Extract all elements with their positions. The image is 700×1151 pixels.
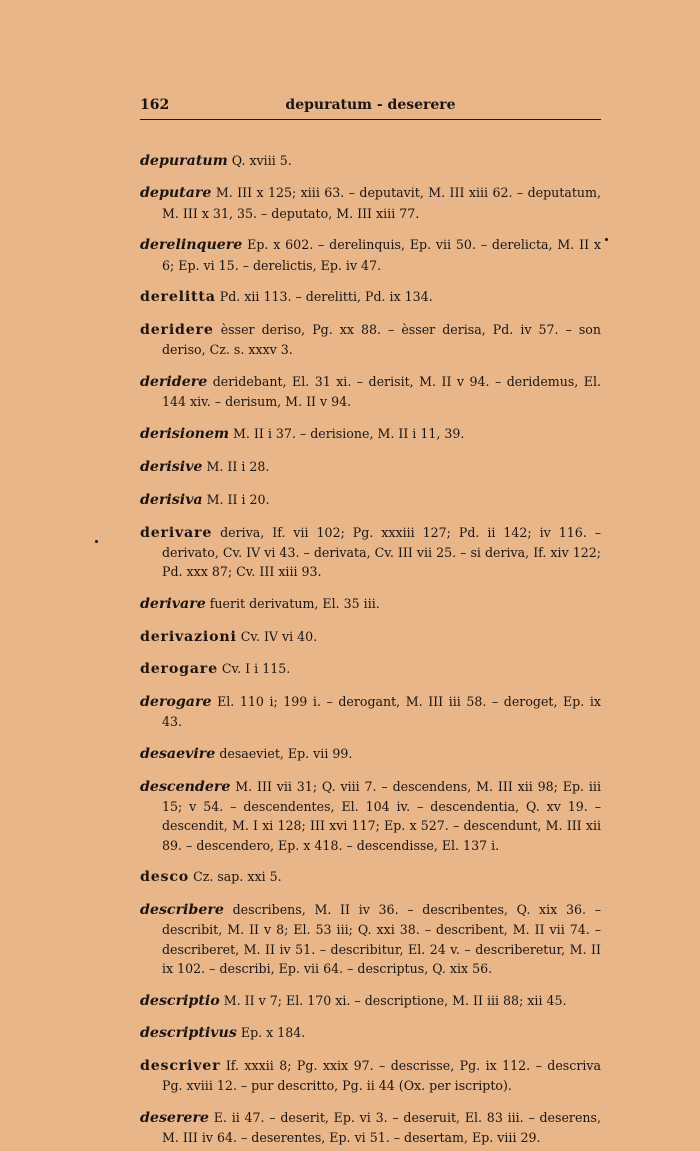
- dictionary-entry: [140, 424, 601, 444]
- entry-headword: describere: [140, 902, 224, 919]
- entry-headword: derogare: [140, 694, 212, 711]
- dictionary-entry: [140, 1108, 601, 1147]
- dictionary-entry: [140, 372, 601, 411]
- dictionary-entry: [140, 900, 601, 978]
- entry-citations: Cz. sap. xxi 5.: [193, 869, 282, 885]
- entry-citations: èsser deriso, Pg. xx 88. – èsser derisa, Pd. iv 57. – son deriso, Cz. s. xxxv 3.: [162, 322, 601, 358]
- dictionary-entry: [140, 1023, 601, 1043]
- dictionary-entry: [140, 235, 601, 274]
- entry-citations: deriva, If. vii 102; Pg. xxxiii 127; Pd. ii 142; iv 116. – derivato, Cv. IV vi 43. – derivata, Cv. III vii 25. – si deriva, If. xiv 122; Pd. xxx 87; Cv. III xiii 93.: [162, 524, 601, 579]
- dictionary-entry: [140, 490, 601, 510]
- entry-headword: deputare: [140, 185, 212, 202]
- entry-citations: M. II i 28.: [206, 458, 270, 474]
- entry-citations: M. III vii 31; Q. viii 7. – descendens, M. III xii 98; Ep. iii 15; v 54. – descendentes, El. 104 iv. – descendentia, Q. xv 19. – descendit, M. I xi 128; III xvi 117; Ep. x 527. – descendunt, M. III xii 89. – descendero, Ep. x 418. – descendisse, El. 137 i.: [162, 778, 601, 853]
- entry-headword: deridere: [140, 322, 214, 339]
- ink-speck: [95, 540, 98, 543]
- entry-citations: desaeviet, Ep. vii 99.: [219, 746, 353, 762]
- entry-headword: desaevire: [140, 746, 216, 763]
- entry-headword: derelitta: [140, 289, 216, 306]
- dictionary-entry: [140, 692, 601, 731]
- entry-headword: derelinquere: [140, 237, 243, 254]
- entry-headword: derisionem: [140, 426, 230, 443]
- entry-citations: M. II i 20.: [206, 491, 270, 507]
- entry-citations: describens, M. II iv 36. – describentes, Q. xix 36. – describit, M. II v 8; El. 53 iii; Q. xxi 38. – describent, M. II vii 74. – describeret, M. II iv 51. – describitur, El. 24 v. – describeretur, M. II ix 102. – describi, Ep. vii 64. – descriptus, Q. xix 56.: [162, 902, 601, 976]
- entry-list: [140, 138, 601, 1151]
- entry-headword: derivazioni: [140, 628, 237, 645]
- page-title: depuratum - deserere: [285, 97, 456, 113]
- entry-citations: Ep. x 602. – derelinquis, Ep. vii 50. – derelicta, M. II x 6; Ep. vi 15. – derelictis, Ep. iv 47.: [162, 237, 601, 273]
- entry-citations: If. xxxii 8; Pg. xxix 97. – descrisse, Pg. ix 112. – descriva Pg. xviii 12. – pur descritto, Pg. ii 44 (Ox. per iscripto).: [162, 1058, 601, 1094]
- entry-citations: Cv. IV vi 40.: [240, 628, 318, 644]
- dictionary-entry: [140, 320, 601, 359]
- entry-headword: depuratum: [140, 152, 228, 169]
- entry-headword: derisive: [140, 458, 203, 475]
- page-number: 162: [140, 97, 170, 113]
- dictionary-entry: [140, 183, 601, 222]
- entry-citations: Pd. xii 113. – derelitti, Pd. ix 134.: [219, 289, 433, 305]
- entry-citations: E. ii 47. – deserit, Ep. vi 3. – deseruit, El. 83 iii. – deserens, M. III iv 64. – deserentes, Ep. vi 51. – desertam, Ep. viii 29.: [162, 1110, 601, 1146]
- entry-citations: M. II i 37. – derisione, M. II i 11, 39.: [233, 426, 465, 442]
- entry-headword: descriptio: [140, 992, 220, 1009]
- dictionary-entry: [140, 867, 601, 887]
- entry-citations: Cv. I i 115.: [221, 661, 291, 677]
- entry-citations: M. III x 125; xiii 63. – deputavit, M. III xiii 62. – deputatum, M. III x 31, 35. – deputato, M. III xiii 77.: [162, 185, 601, 221]
- entry-headword: derivare: [140, 595, 206, 612]
- entry-citations: Q. xviii 5.: [231, 152, 292, 168]
- entry-citations: M. II v 7; El. 170 xi. – descriptione, M. II iii 88; xii 45.: [223, 992, 567, 1008]
- entry-headword: derogare: [140, 661, 218, 678]
- entry-headword: descriver: [140, 1058, 221, 1075]
- dictionary-entry: [140, 1056, 601, 1095]
- entry-headword: desco: [140, 869, 190, 886]
- running-head: [140, 97, 601, 120]
- entry-citations: deridebant, El. 31 xi. – derisit, M. II v 94. – deridemus, El. 144 xiv. – derisum, M. II v 94.: [162, 374, 601, 410]
- dictionary-entry: [140, 523, 601, 582]
- dictionary-entry: [140, 777, 601, 855]
- ink-speck: [605, 238, 608, 241]
- dictionary-entry: [140, 659, 601, 679]
- entry-citations: Ep. x 184.: [240, 1025, 306, 1041]
- dictionary-entry: [140, 457, 601, 477]
- entry-citations: El. 110 i; 199 i. – derogant, M. III iii 58. – deroget, Ep. ix 43.: [162, 694, 601, 730]
- dictionary-entry: [140, 744, 601, 764]
- entry-headword: descriptivus: [140, 1025, 237, 1042]
- entry-headword: derivare: [140, 524, 213, 541]
- entry-headword: descendere: [140, 778, 231, 795]
- dictionary-entry: [140, 287, 601, 307]
- dictionary-entry: [140, 627, 601, 647]
- entry-headword: derisiva: [140, 491, 203, 508]
- entry-headword: deserere: [140, 1110, 209, 1127]
- entry-headword: deridere: [140, 374, 208, 391]
- dictionary-entry: [140, 991, 601, 1011]
- dictionary-entry: [140, 151, 601, 171]
- dictionary-entry: [140, 594, 601, 614]
- entry-citations: fuerit derivatum, El. 35 iii.: [209, 595, 380, 611]
